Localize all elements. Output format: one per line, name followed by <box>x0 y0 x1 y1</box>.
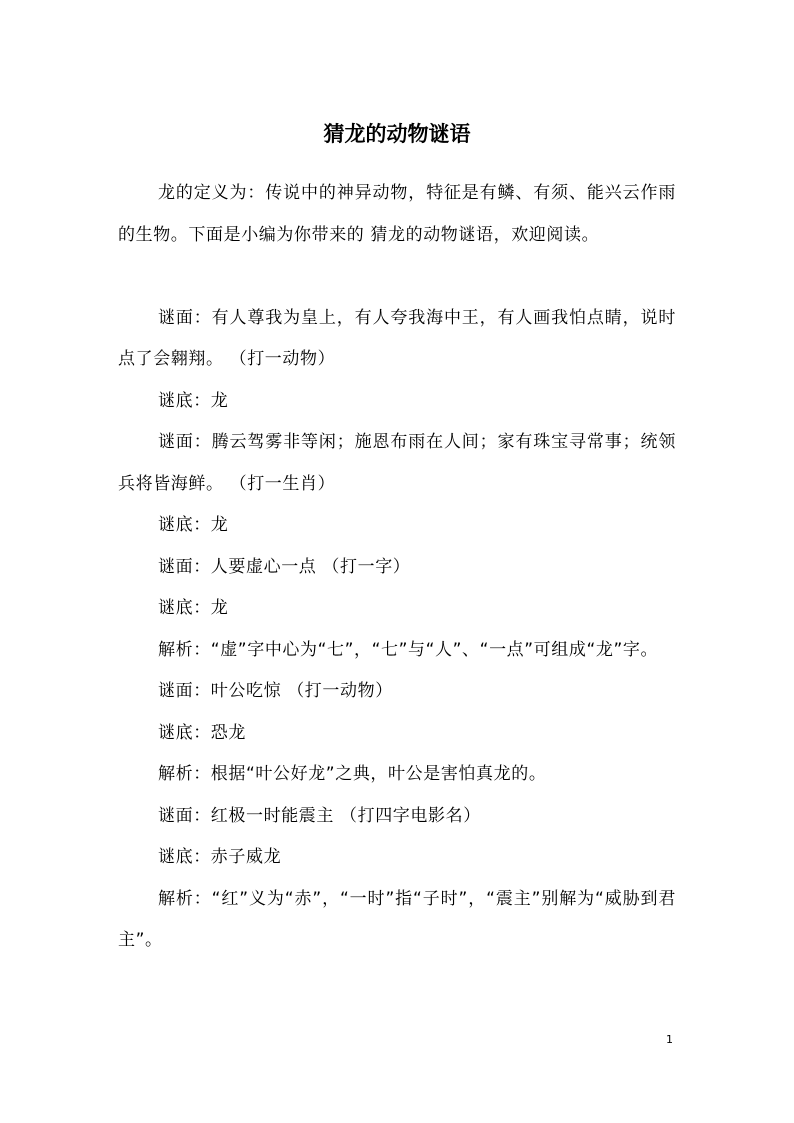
riddle-1-question: 谜面：有人尊我为皇上，有人夸我海中王，有人画我怕点睛，说时点了会翱翔。 （打一动物） <box>118 307 676 369</box>
riddle-2-question: 谜面：腾云驾雾非等闲；施恩布雨在人间；家有珠宝寻常事；统领兵将皆海鲜。 （打一生肖） <box>118 432 676 494</box>
riddle-5-explanation: 解析：“红”义为“赤”，“一时”指“子时”，“震主”别解为“威胁到君主”。 <box>118 888 676 950</box>
riddle-5-question: 谜面：红极一时能震主 （打四字电影名） <box>158 805 481 826</box>
riddle-3-question: 谜面：人要虚心一点 （打一字） <box>158 556 411 577</box>
riddle-4-answer: 谜底：恐龙 <box>158 722 246 743</box>
riddle-4-question: 谜面：叶公吃惊 （打一动物） <box>158 681 393 701</box>
document-body <box>118 173 676 962</box>
document-title: 猜龙的动物谜语 <box>323 121 471 146</box>
page-number: 1 <box>666 1033 673 1046</box>
riddle-5-answer: 谜底：赤子威龙 <box>158 847 282 867</box>
riddle-3-answer: 谜底：龙 <box>158 598 229 618</box>
riddle-4-explanation: 解析：根据“叶公好龙”之典，叶公是害怕真龙的。 <box>158 764 547 784</box>
riddle-3-explanation: 解析：“虚”字中心为“七”，“七”与“人”、“一点”可组成“龙”字。 <box>158 639 659 660</box>
intro-paragraph: 龙的定义为：传说中的神异动物，特征是有鳞、有须、能兴云作雨的生物。下面是小编为你带来的 猜龙的动物谜语，欢迎阅读。 <box>118 183 676 245</box>
riddle-2-answer: 谜底：龙 <box>158 515 229 535</box>
riddle-1-answer: 谜底：龙 <box>158 390 229 411</box>
